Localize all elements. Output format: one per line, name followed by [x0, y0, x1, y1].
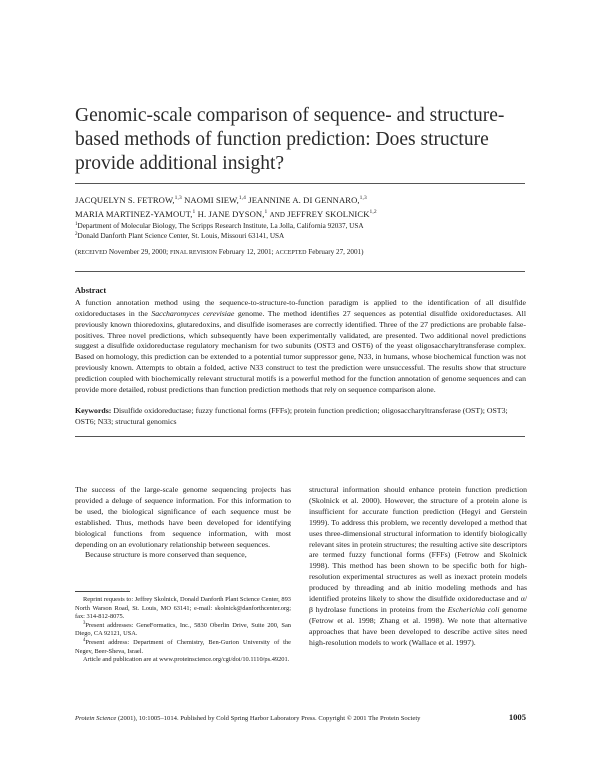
footnote — [75, 656, 291, 665]
organism-name: Escherichia coli — [447, 604, 500, 614]
journal-citation — [75, 715, 420, 722]
accepted-date: February 27, 2001) — [308, 248, 364, 256]
abstract-top-divider — [75, 271, 525, 272]
abstract-text: A function annotation method using the sequence-to-structure-to-function paradigm is applied to the identification of all disulfide oxidoreductases in the — [75, 298, 526, 318]
body-right-column — [309, 485, 527, 649]
author-name: JACQUELYN S. FETROW, — [75, 195, 175, 205]
citation-text: (2001), 10:1005–1014. Published by Cold Spring Harbor Laboratory Press. Copyright © 2001 The Protein Society — [116, 715, 421, 722]
body-paragraph: The success of the large-scale genome sequencing projects has provided a deluge of sequence information. For this information to be used, the biological significance of each sequence must be established. Thus, methods have been developed for identifying biological functions from sequence information, with most depending on an evolutionary relationship between sequences. — [75, 485, 291, 549]
body-paragraph: Because structure is more conserved than sequence, — [85, 550, 247, 560]
body-text: genome (Fetrow et al. 1998; Zhang et al. 1998). We note that alternative approaches that have been developed to describe active sites need high-resolution models to work (Wallace et al. 1997). — [309, 604, 527, 647]
footnote-text: Reprint requests to: Jeffrey Skolnick, Donald Danforth Plant Science Center, 893 North Warson Road, St. Louis, MO 63141; e-mail: skolnick@danforthcenter.org; fax: 314-812-8075. — [75, 596, 291, 621]
affiliation-mark: 2 — [75, 231, 78, 237]
received-date: November 29, 2000; — [108, 248, 169, 256]
affiliation — [75, 222, 535, 232]
author-conjunction: AND — [269, 210, 286, 219]
author-affiliation-mark: 1,3 — [174, 195, 182, 201]
abstract-bottom-divider — [75, 436, 525, 437]
author-affiliation-mark: 1 — [264, 208, 268, 215]
body-paragraph — [309, 485, 527, 649]
footnote-divider — [75, 591, 130, 592]
author-affiliation-mark: 1 — [192, 208, 196, 215]
title-divider — [75, 183, 525, 184]
accepted-label: ACCEPTED — [275, 250, 307, 256]
affiliation-text: Donald Danforth Plant Science Center, St. Louis, Missouri 63141, USA — [77, 231, 285, 240]
keywords-label: Keywords: — [75, 406, 112, 415]
footnote — [75, 639, 291, 656]
affiliation-text: Department of Molecular Biology, The Scripps Research Institute, La Jolla, California 92037, USA — [77, 222, 364, 230]
footnote — [75, 596, 291, 622]
footnote-text: Article and publication are at www.proteinscience.org/cgi/doi/10.1110/ps.49201. — [83, 656, 290, 664]
affiliations — [75, 222, 535, 241]
manuscript-dates: (RECEIVED November 29, 2000; FINAL REVISION February 12, 2001; ACCEPTED February 27, 2001) — [75, 248, 364, 256]
author-name: JEFFREY SKOLNICK — [287, 208, 370, 219]
footnote-mark: 4 — [83, 637, 86, 643]
body-left-column — [75, 485, 291, 561]
author-list — [75, 194, 535, 222]
keywords — [75, 406, 526, 428]
abstract-text: genome. The method identifies 27 sequences as potential disulfide oxidoreductases. All previously known thioredoxins, glutaredoxins, and disulfide isomerases are correctly identified. Three of the 27 predictions are probable false-positives. Three novel predictions, which subsequently have been experimentally validated, are presented. Two additional novel predictions suggest a disulfide oxidoreductase regulatory mechanism for two subunits (OST3 and OST6) of the yeast oligosaccharyltransferase complex. Based on homology, this prediction can be extended to a potential tumor suppressor gene, N33, in humans, whose biochemical function was not previously known. Attempts to obtain a folded, active N33 construct to test the prediction were unsuccessful. The results show that structure prediction coupled with biochemically relevant structural motifs is a powerful method for the function annotation of genome sequences and can provide more detailed, robust predictions than function prediction methods that rely on sequence comparison alone. — [75, 308, 526, 394]
author-affiliation-mark: 1,4 — [238, 195, 247, 201]
footnotes — [75, 596, 291, 665]
author-name: H. JANE DYSON, — [197, 208, 265, 219]
article-title: Genomic-scale comparison of sequence- and structure-based methods of function prediction: Does structure provide additional insight? — [75, 105, 505, 174]
author-name: MARIA MARTINEZ-YAMOUT, — [75, 208, 193, 219]
final-revision-label: FINAL REVISION — [169, 250, 217, 256]
author-affiliation-mark: 1,3 — [359, 195, 367, 201]
page-number: 1005 — [508, 712, 526, 722]
abstract-body — [75, 298, 526, 396]
footnote-mark: 3 — [83, 620, 86, 626]
author-name: JEANNINE A. DI GENNARO, — [248, 195, 360, 205]
final-revision-date: February 12, 2001; — [218, 248, 274, 256]
affiliation-mark: 1 — [75, 222, 78, 227]
author-name: NAOMI SIEW, — [184, 195, 239, 205]
body-text: structural information should enhance protein function prediction (Skolnick et al. 2000). However, the structure of a protein alone is insufficient for accurate function prediction (Hegyi and Gerstein 1999). To address this problem, we recently developed a method that uses three-dimensional structural information to identify biologically relevant sites in protein structures; the resulting active site descriptors are termed fuzzy functional forms (FFFs) (Fetrow and Skolnick 1998). This method has been shown to be specific both for high-resolution experimental structures as well as inexact protein models produced by threading and ab initio modeling methods and has identified proteins likely to show the disulfide oxidoreductase and α/β hydrolase functions in proteins from the — [309, 485, 527, 614]
author-affiliation-mark: 1,2 — [369, 208, 377, 215]
journal-name: Protein Science — [75, 715, 117, 722]
footnote — [75, 622, 291, 639]
abstract-heading: Abstract — [75, 286, 107, 295]
received-label: RECEIVED — [77, 250, 108, 256]
footnote-text: Present addresses: GeneFormatics, Inc., 5830 Oberlin Drive, Suite 200, San Diego, CA 92121, USA. — [75, 621, 291, 638]
species-name: Saccharomyces cerevisiae — [151, 308, 235, 318]
footnote-text: Present address: Department of Chemistry, Ben-Gurion University of the Negev, Beer-Sheva, Israel. — [75, 638, 291, 655]
affiliation — [75, 232, 535, 242]
keywords-text: Disulfide oxidoreductase; fuzzy functional forms (FFFs); protein function prediction; oligosaccharyltransferase (OST); OST3; OST6; N33; structural genomics — [75, 406, 508, 426]
